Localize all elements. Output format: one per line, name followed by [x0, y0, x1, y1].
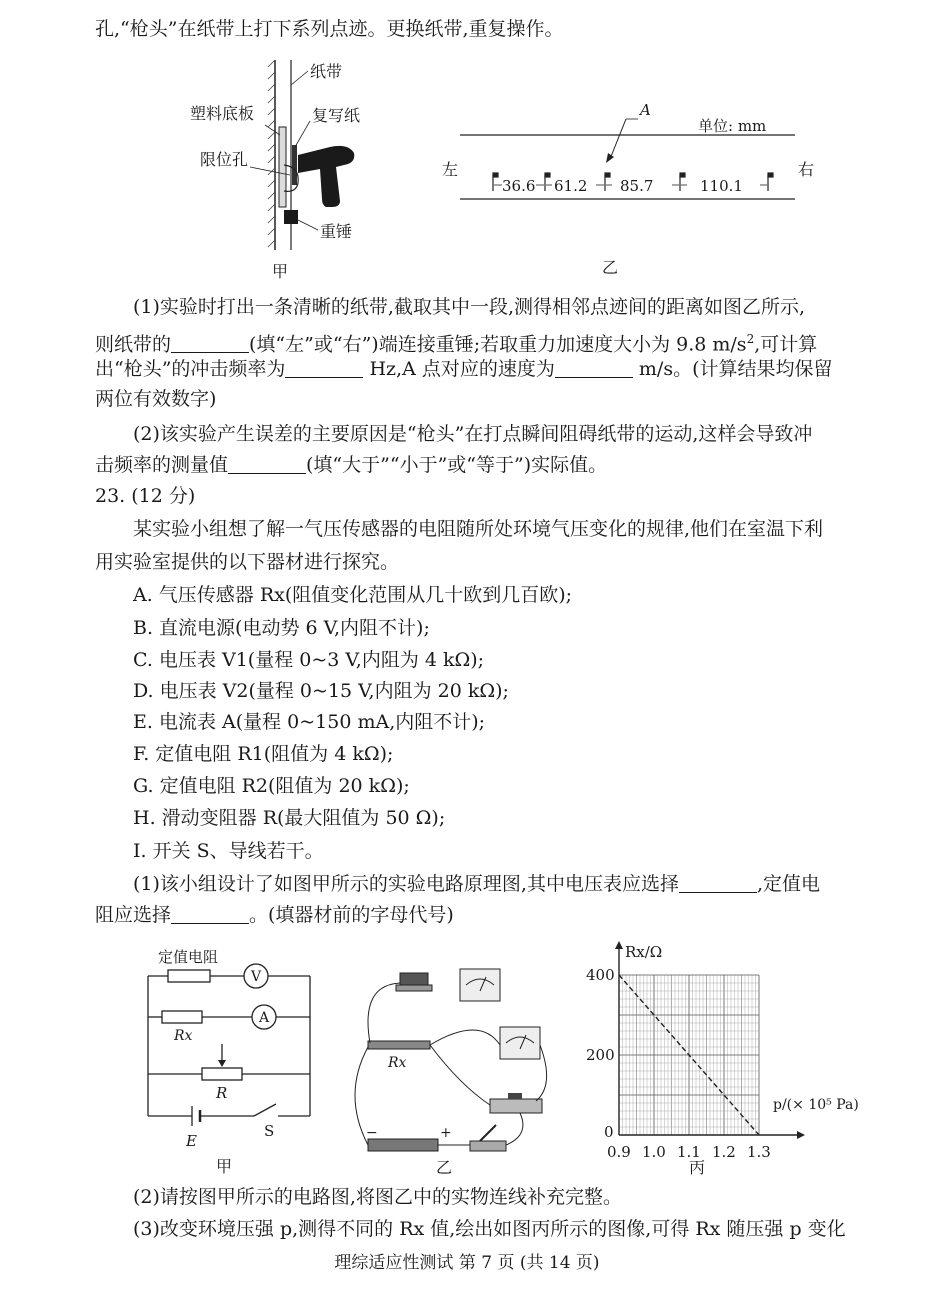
- y-axis-arrow: [615, 941, 623, 949]
- q1-line-c: 出“枪头”的冲击频率为 Hz,A 点对应的速度为 m/s。(计算结果均保留: [95, 358, 833, 380]
- x-tick-label: 0.9: [607, 1143, 631, 1161]
- item-i: I. 开关 S、导线若干。: [133, 840, 324, 862]
- answer-blank-velocity[interactable]: [555, 357, 633, 378]
- text-line-0: 孔,“枪头”在纸带上打下系列点迹。更换纸带,重复操作。: [95, 18, 564, 40]
- q1-line-a: (1)实验时打出一条清晰的纸带,截取其中一段,测得相邻点迹间的距离如图乙所示,: [133, 296, 806, 318]
- s1-line-b: 阻应选择 。(填器材前的字母代号): [95, 904, 454, 926]
- distance-3: 85.7: [620, 177, 654, 195]
- label-hole: 限位孔: [200, 150, 249, 169]
- label-fixed-resistor: 定值电阻: [158, 948, 219, 966]
- q1-line-d: 两位有效数字): [95, 388, 217, 410]
- distance-2: 61.2: [554, 177, 588, 195]
- label-board: 塑料底板: [190, 104, 255, 123]
- left-label: 左: [442, 160, 459, 179]
- y-tick-label: 200: [586, 1046, 615, 1064]
- unit-label: 单位: mm: [698, 117, 767, 135]
- s1-line-a: (1)该小组设计了如图甲所示的实验电路原理图,其中电压表应选择 ,定值电: [133, 873, 821, 895]
- q2-line-b: 击频率的测量值 (填“大于”“小于”或“等于”)实际值。: [95, 454, 608, 476]
- intro-line-1: 某实验小组想了解一气压传感器的电阻随所处环境气压变化的规律,他们在室温下利: [133, 518, 824, 540]
- caption-yi-top: 乙: [602, 258, 619, 277]
- x-axis-arrow: [797, 1131, 805, 1139]
- x-tick-label: 1.2: [712, 1143, 736, 1161]
- distance-1: 36.6: [502, 177, 536, 195]
- chart-ylabel: Rx/Ω: [625, 943, 663, 961]
- answer-blank-frequency[interactable]: [285, 357, 363, 378]
- label-tape: 纸带: [310, 62, 343, 81]
- label-weight: 重锤: [320, 222, 353, 241]
- figure-chart: [585, 935, 885, 1185]
- answer-blank-compare[interactable]: [228, 453, 306, 474]
- intro-line-2: 用实验室提供的以下器材进行探究。: [95, 551, 400, 573]
- label-rx-physical: Rx: [388, 1055, 407, 1071]
- label-carbon: 复写纸: [312, 106, 361, 125]
- item-c: C. 电压表 V1(量程 0~3 V,内阻为 4 kΩ);: [133, 649, 485, 671]
- figure-tape: [430, 95, 830, 280]
- item-f: F. 定值电阻 R1(阻值为 4 kΩ);: [133, 743, 394, 765]
- q1-line-b: 则纸带的 (填“左”或“右”)端连接重锤;若取重力加速度大小为 9.8 $m/s^2$,可计算: [95, 332, 818, 356]
- answer-blank-end[interactable]: [171, 332, 249, 353]
- ammeter-symbol: A: [259, 1010, 270, 1026]
- item-h: H. 滑动变阻器 R(最大阻值为 50 Ω);: [133, 807, 446, 829]
- label-e: E: [186, 1132, 197, 1150]
- figure-apparatus: [180, 55, 380, 285]
- voltmeter-symbol: V: [251, 969, 262, 985]
- x-tick-label: 1.0: [642, 1143, 666, 1161]
- figure-physical-wiring: [340, 955, 570, 1180]
- item-a: A. 气压传感器 Rx(阻值变化范围从几十欧到几百欧);: [133, 584, 573, 606]
- caption-yi-bottom: 乙: [436, 1158, 453, 1177]
- answer-blank-voltmeter[interactable]: [679, 872, 757, 893]
- label-rx-circuit: Rx: [174, 1028, 193, 1044]
- q2-line-a: (2)该实验产生误差的主要原因是“枪头”在打点瞬间阻碍纸带的运动,这样会导致冲: [133, 423, 813, 445]
- answer-blank-resistor[interactable]: [171, 903, 249, 924]
- item-d: D. 电压表 V2(量程 0~15 V,内阻为 20 kΩ);: [133, 680, 509, 702]
- s3-line: (3)改变环境压强 p,测得不同的 Rx 值,绘出如图丙所示的图像,可得 Rx 随压强 p 变化: [133, 1218, 846, 1240]
- x-tick-label: 1.3: [747, 1143, 771, 1161]
- y-tick-label: 400: [586, 966, 615, 984]
- figure-circuit: [130, 940, 330, 1180]
- right-label: 右: [798, 160, 815, 179]
- label-minus: −: [366, 1125, 378, 1141]
- y-tick-label: 0: [604, 1123, 614, 1141]
- label-r-circuit: R: [216, 1084, 228, 1102]
- item-e: E. 电流表 A(量程 0~150 mA,内阻不计);: [133, 711, 486, 733]
- item-g: G. 定值电阻 R2(阻值为 20 kΩ);: [133, 775, 410, 797]
- point-label-a: A: [640, 101, 651, 119]
- caption-jia-bottom: 甲: [216, 1157, 233, 1176]
- page-footer: 理综适应性测试 第 7 页 (共 14 页): [334, 1253, 600, 1273]
- problem-23-header: 23. (12 分): [95, 485, 196, 507]
- label-plus: +: [440, 1125, 452, 1141]
- caption-bing: 丙: [689, 1158, 706, 1177]
- distance-4: 110.1: [700, 177, 743, 195]
- x-tick-label: 1.1: [677, 1143, 701, 1161]
- label-s: S: [264, 1122, 275, 1140]
- caption-jia-top: 甲: [272, 262, 289, 281]
- item-b: B. 直流电源(电动势 6 V,内阻不计);: [133, 617, 430, 639]
- chart-xlabel: p/(× 10⁵ Pa): [773, 1097, 859, 1113]
- s2-line: (2)请按图甲所示的电路图,将图乙中的实物连线补充完整。: [133, 1186, 622, 1208]
